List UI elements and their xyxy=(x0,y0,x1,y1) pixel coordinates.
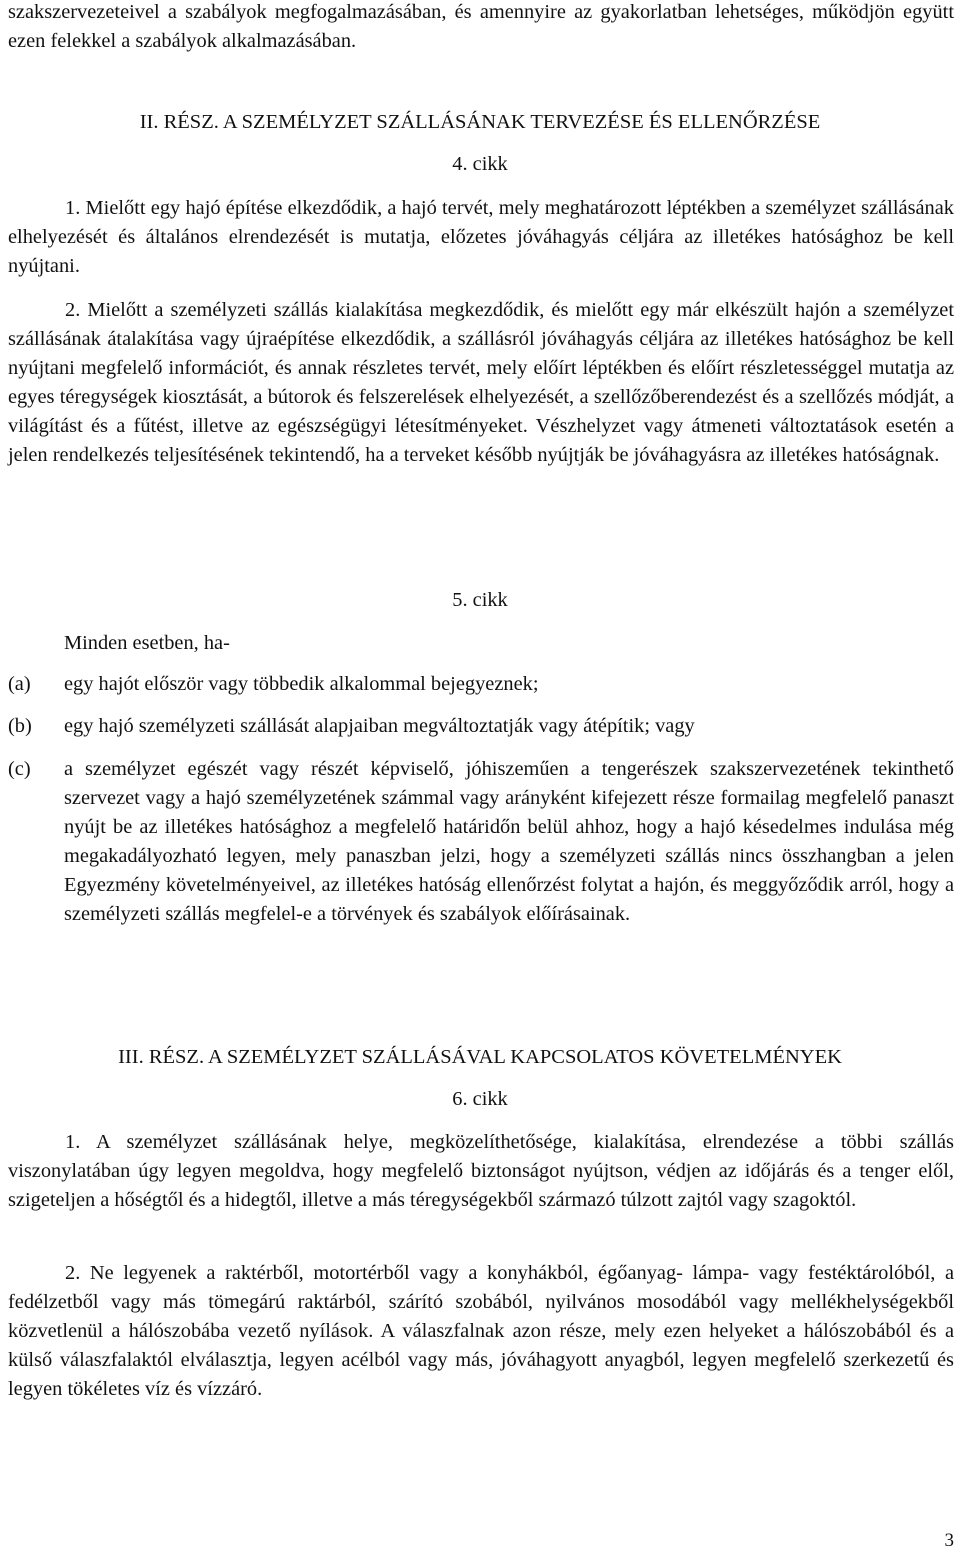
item-label: (b) xyxy=(8,715,32,737)
article-6-paragraph-1: 1. A személyzet szállásának helye, megközelíthetősége, kialakítása, elrendezése a többi szállás viszonylatában úgy legyen megoldva, hogy megfelelő biztonságot nyújtson, védjen az időjárás és a tenger elől, szigeteljen a hőségtől és a hidegtől, illetve a más téregységekből származó túlzott zajtól vagy szagoktól. xyxy=(8,1131,954,1211)
part-3-heading: III. RÉSZ. A SZEMÉLYZET SZÁLLÁSÁVAL KAPCSOLATOS KÖVETELMÉNYEK xyxy=(118,1046,842,1068)
article-5-heading: 5. cikk xyxy=(452,589,508,611)
item-label: (a) xyxy=(8,673,31,695)
part-2-heading: II. RÉSZ. A SZEMÉLYZET SZÁLLÁSÁNAK TERVEZÉSE ÉS ELLENŐRZÉSE xyxy=(139,111,821,133)
intro-continuation-paragraph: szakszervezeteivel a szabályok megfogalmazásában, és amennyire az gyakorlatban lehetséges, működjön együtt ezen felekkel a szabályok alkalmazásában. xyxy=(8,1,954,52)
article-5-intro: Minden esetben, ha- xyxy=(64,632,230,654)
article-6-paragraph-2: 2. Ne legyenek a raktérből, motortérből vagy a konyhákból, égőanyag- lámpa- vagy festéktárolóból, a fedélzetből vagy más tömegárú raktárból, szárító szobából, nyilvános mosodából vagy mellékhelységekből közvetlenül a hálószobába vezető nyílások. A válaszfalnak azon része, mely ezen helyeket a hálószobából és a külső válaszfalaktól elválasztja, legyen acélból vagy más, jóváhagyott anyagból, legyen megfelelő szerkezetű és legyen tökéletes víz és vízzáró. xyxy=(8,1262,954,1400)
article-6-heading: 6. cikk xyxy=(452,1088,508,1110)
article-4-heading: 4. cikk xyxy=(452,153,508,175)
item-text: egy hajót először vagy többedik alkalommal bejegyeznek; xyxy=(64,673,539,695)
item-text: egy hajó személyzeti szállását alapjaiban megváltoztatják vagy átépítik; vagy xyxy=(64,715,695,737)
item-label: (c) xyxy=(8,758,31,780)
item-text: a személyzet egészét vagy részét képviselő, jóhiszeműen a tengerészek szakszervezetének tekinthető szervezet vagy a hajó személyzetének számmal vagy arányként kifejezett része formailag megfelelő panaszt nyújt be az illetékes hatósághoz a megfelelő határidőn belül ahhoz, hogy a hajó késedelmes indulása még megakadályozható legyen, mely panaszban jelzi, hogy a személyzeti szállás nincs összhangban a jelen Egyezmény követelményeivel, az illetékes hatóság ellenőrzést folytat a hajón, és meggyőződik arról, hogy a személyzeti szállás megfelel-e a törvények és szabályok előírásainak. xyxy=(64,758,954,925)
article-4-paragraph-1: 1. Mielőtt egy hajó építése elkezdődik, a hajó tervét, mely meghatározott léptékben a személyzet szállásának elhelyezését és általános elrendezését is mutatja, előzetes jóváhagyás céljára az illetékes hatósághoz be kell nyújtani. xyxy=(8,197,954,277)
article-4-paragraph-2: 2. Mielőtt a személyzeti szállás kialakítása megkezdődik, és mielőtt egy már elkészült hajón a személyzet szállásának átalakítása vagy újraépítése elkezdődik, a szállásról jóváhagyás céljára az illetékes hatósághoz be kell nyújtani megfelelő információt, és annak részletes tervét, mely előírt léptékben és előírt részletességgel mutatja az egyes téregységek kiosztását, a bútorok és felszerelések elhelyezését, a szellőzőberendezést és a szellőzés módját, a világítást és a fűtést, illetve az egészségügyi létesítményeket. Vészhelyzet vagy átmeneti változtatások esetén a jelen rendelkezés teljesítésének tekintendő, ha a terveket később nyújtják be jóváhagyásra az illetékes hatóságnak. xyxy=(8,299,954,466)
page-number: 3 xyxy=(944,1530,954,1551)
